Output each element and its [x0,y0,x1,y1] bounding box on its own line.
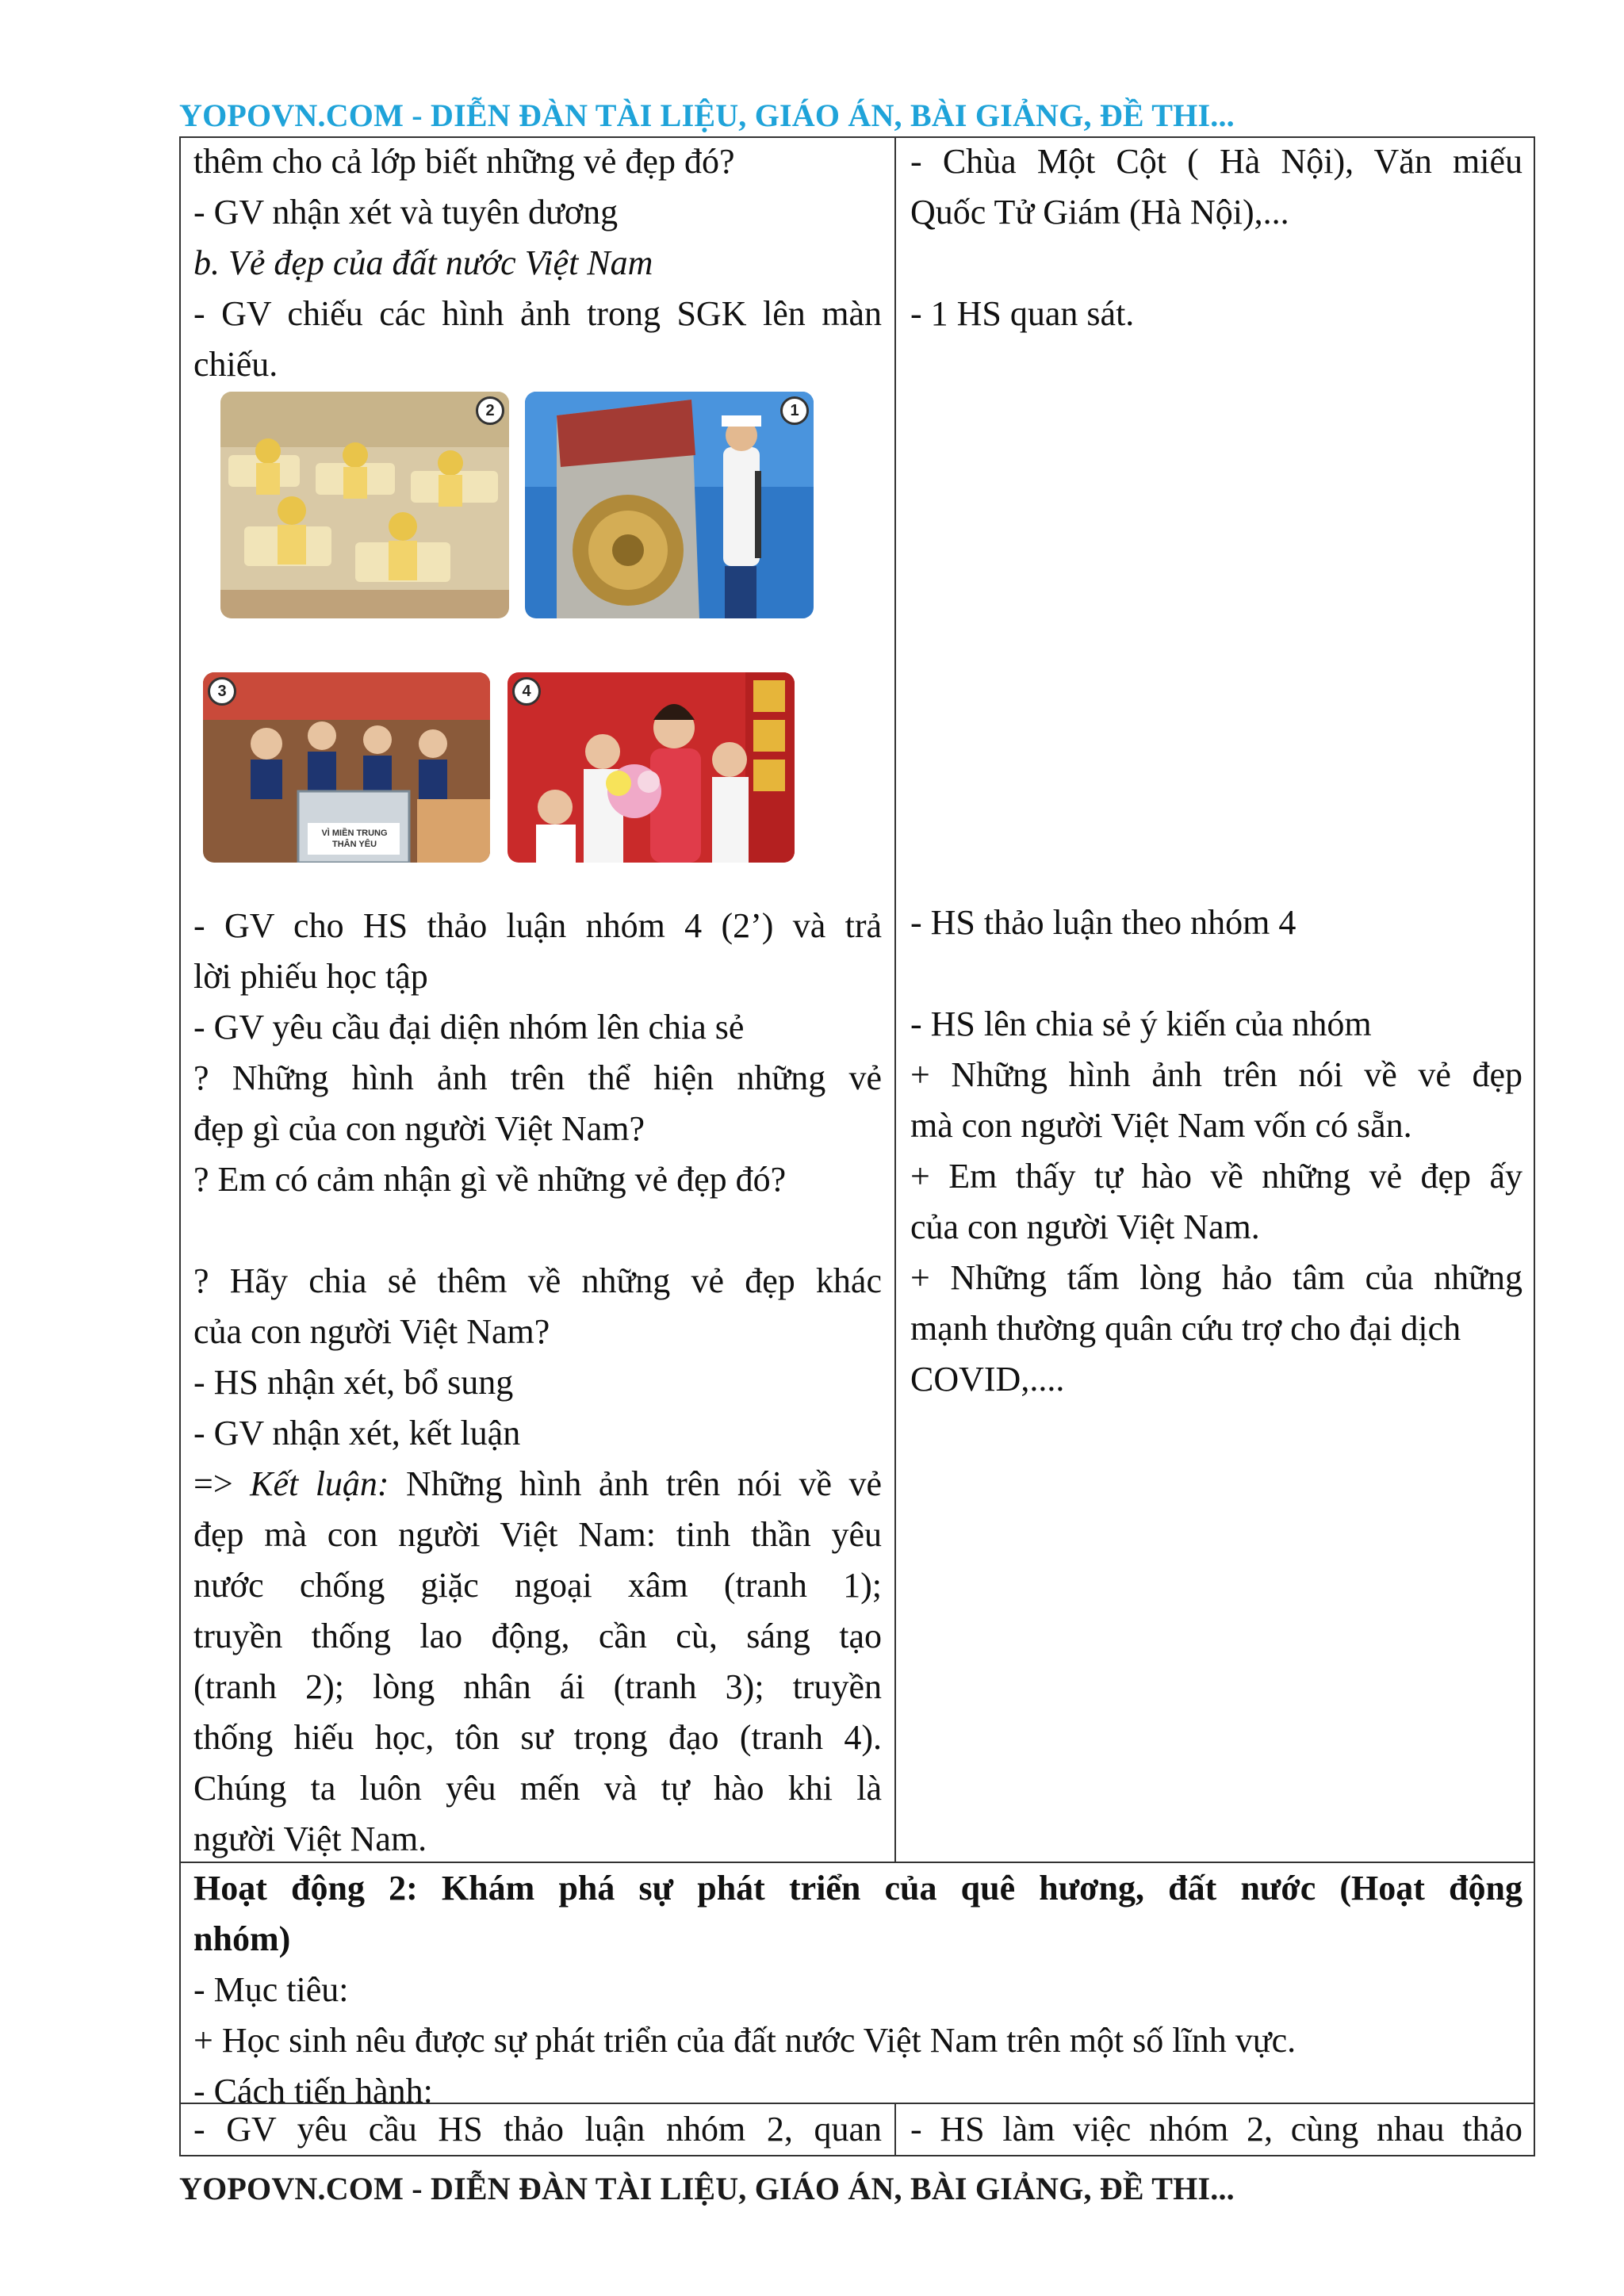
blank-line [910,238,1522,289]
image-2-sewing-workers [220,392,509,618]
text-line: đẹp gì của con người Việt Nam? [193,1109,645,1148]
text-line: mạnh thường quân cứu trợ cho đại dịch [910,1309,1461,1348]
text-line: mà con người Việt Nam vốn có sẵn. [910,1106,1412,1145]
conclusion-prefix: => [193,1464,251,1503]
conclusion-label: Kết luận: [250,1464,389,1503]
left-cell-row1-lower [193,901,882,1865]
image-1-sovereignty-marker [525,392,814,618]
sovereignty-marker-soldier-photo-icon [525,392,814,618]
blank-line [193,1205,882,1256]
table-bottom-border [179,2155,1535,2156]
table-right-border [1534,136,1535,2156]
text-line: - GV nhận xét, kết luận [193,1414,521,1452]
text-line: ? Em có cảm nhận gì về những vẻ đẹp đó? [193,1160,787,1199]
sewing-workers-photo-icon [220,392,509,618]
text-line: - HS thảo luận theo nhóm 4 [910,903,1297,942]
right-cell-row3 [910,2104,1522,2155]
text-line: - GV chiếu các hình ảnh trong SGK lên màn [193,294,882,333]
text-line: + Những tấm lòng hảo tâm của những [910,1258,1522,1297]
column-divider-top [894,136,896,1862]
text-line: + Em thấy tự hào về những vẻ đẹp ấy [910,1157,1522,1196]
activity-2-title: Hoạt động 2: Khám phá sự phát triển của quê hương, đất nước (Hoạt động [193,1869,1522,1908]
image-number-badge: 4 [512,677,541,706]
text-line: Quốc Tử Giám (Hà Nội),... [910,193,1289,232]
conclusion-line [193,1459,882,1510]
text-line: - HS nhận xét, bổ sung [193,1363,514,1402]
image-number-badge: 2 [476,396,504,425]
text-line: - GV nhận xét và tuyên dương [193,193,619,232]
right-cell-row1 [910,136,1522,339]
text-line: + Những hình ảnh trên nói về vẻ đẹp [910,1055,1522,1094]
students-giving-flowers-teacher-photo-icon [508,672,795,863]
image-3-children-donation [203,672,490,863]
text-line: + Học sinh nêu được sự phát triển của đất nước Việt Nam trên một số lĩnh vực. [193,2021,1297,2060]
text-line: ? Hãy chia sẻ thêm về những vẻ đẹp khác [193,1261,882,1300]
image-number-badge: 1 [780,396,809,425]
activity-2-cell [193,1863,1522,2117]
text-line: - Chùa Một Cột ( Hà Nội), Văn miếu [910,142,1522,181]
text-line: lời phiếu học tập [193,957,428,996]
text-line: - GV yêu cầu đại diện nhóm lên chia sẻ [193,1008,745,1047]
lesson-table [179,136,1535,2156]
text-line: - 1 HS quan sát. [910,294,1135,333]
image-number-badge: 3 [208,677,236,706]
text-line: đẹp mà con người Việt Nam: tinh thần yêu [193,1515,882,1554]
text-line: - GV yêu cầu HS thảo luận nhóm 2, quan [193,2110,882,2149]
text-line: người Việt Nam. [193,1820,427,1858]
right-cell-row1-lower [910,897,1522,1405]
text-line: truyền thống lao động, cần cù, sáng tạo [193,1617,882,1655]
text-line: thống hiếu học, tôn sư trọng đạo (tranh 4). [193,1718,882,1757]
blank-line [910,948,1522,999]
text-line: thêm cho cả lớp biết những vẻ đẹp đó? [193,142,735,181]
text-line: - GV cho HS thảo luận nhóm 4 (2’) và trả [193,906,882,945]
conclusion-text: Những hình ảnh trên nói về vẻ [389,1464,882,1503]
text-line: của con người Việt Nam? [193,1312,550,1351]
activity-2-title-cont: nhóm) [193,1919,291,1958]
donation-box-label: VÌ MIỀN TRUNG THÂN YÊU [321,828,388,849]
text-line: Chúng ta luôn yêu mến và tự hào khi là [193,1769,882,1808]
left-cell-row3 [193,2104,882,2155]
text-line: của con người Việt Nam. [910,1207,1260,1246]
site-header: YOPOVN.COM - DIỄN ĐÀN TÀI LIỆU, GIÁO ÁN, BÀI GIẢNG, ĐỀ THI... [179,98,1235,133]
text-line: ? Những hình ảnh trên thể hiện những vẻ [193,1058,882,1097]
table-left-border [179,136,181,2156]
text-line: chiếu. [193,345,278,384]
section-heading: b. Vẻ đẹp của đất nước Việt Nam [193,243,653,282]
text-line: COVID,.... [910,1360,1065,1399]
left-cell-row1 [193,136,882,390]
text-line: (tranh 2); lòng nhân ái (tranh 3); truyền [193,1667,882,1706]
text-line: - HS làm việc nhóm 2, cùng nhau thảo [910,2110,1522,2149]
site-footer: YOPOVN.COM - DIỄN ĐÀN TÀI LIỆU, GIÁO ÁN, BÀI GIẢNG, ĐỀ THI... [179,2171,1235,2206]
text-line: nước chống giặc ngoại xâm (tranh 1); [193,1566,882,1605]
text-line: - Mục tiêu: [193,1970,349,2009]
text-line: - HS lên chia sẻ ý kiến của nhóm [910,1004,1372,1043]
text-line: - Cách tiến hành: [193,2072,433,2110]
image-4-students-giving-flowers [508,672,795,863]
